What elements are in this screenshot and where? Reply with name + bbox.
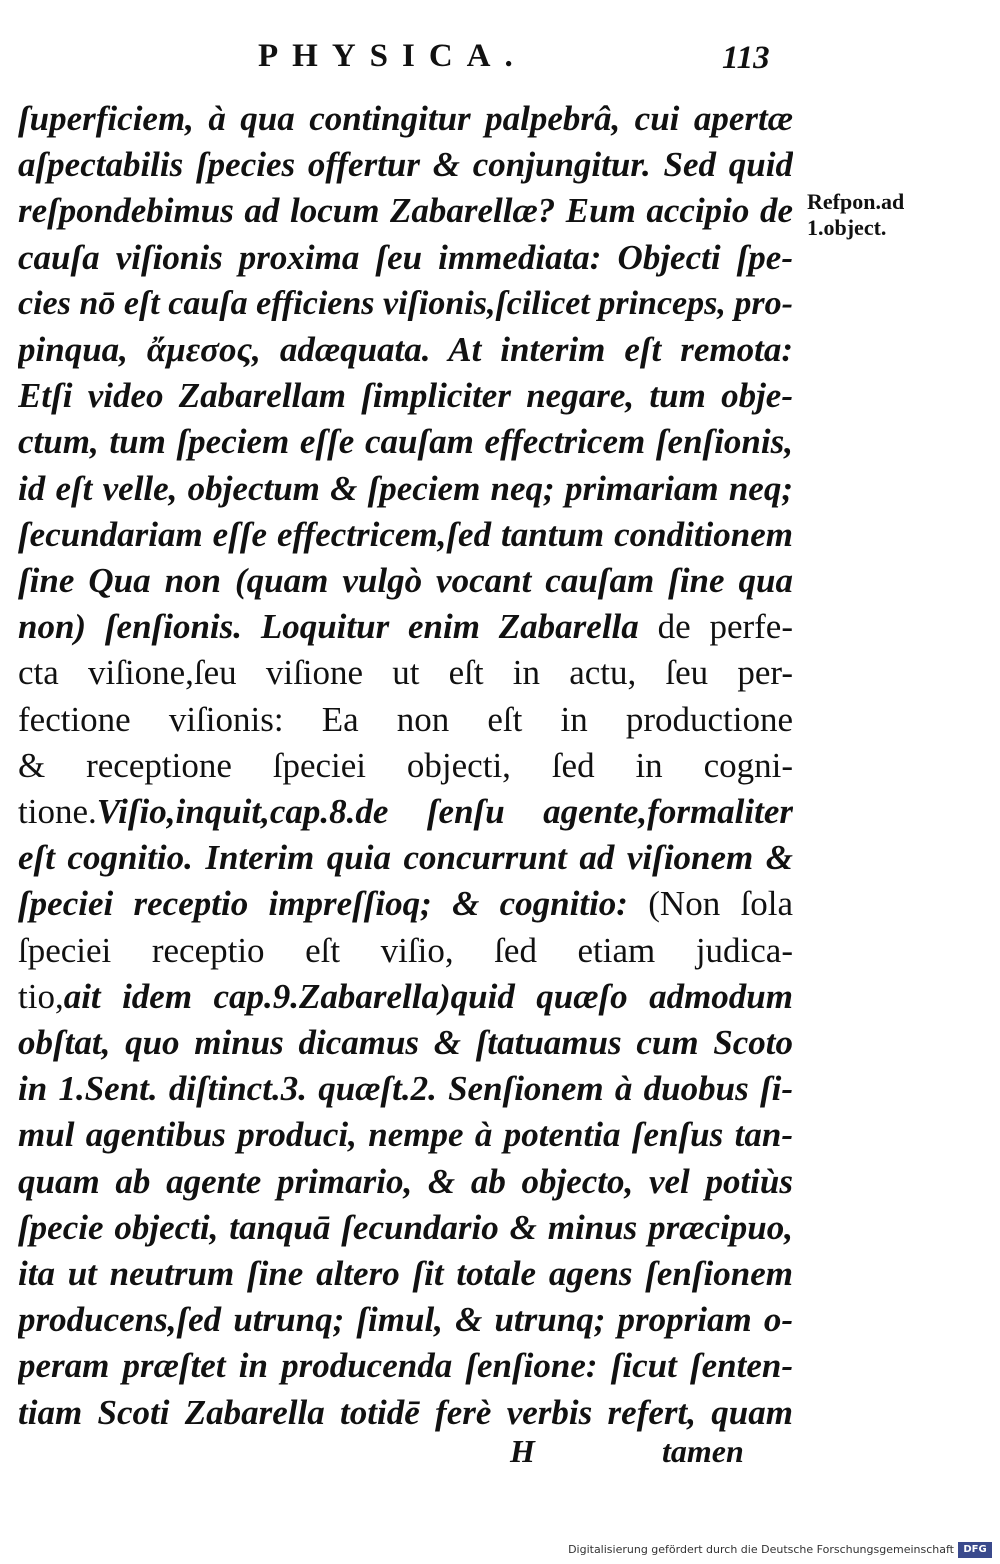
marginal-note-line: Refpon.ad — [807, 189, 905, 214]
text-line: obſtat, quo minus dicamus & ſtatuamus cum Scoto — [18, 1023, 793, 1062]
page-number: 113 — [722, 40, 770, 76]
text-line: peram præſtet in producenda ſenſione: ſicut ſenten- — [18, 1346, 793, 1386]
roman-run: (Non ſola — [648, 884, 793, 924]
roman-run: tione. — [18, 792, 97, 831]
text-line: reſpondebimus ad locum Zabarellæ? Eum accipio de — [18, 191, 793, 231]
digitization-credit: Digitalisierung gefördert durch die Deutsche Forschungsgemeinschaft — [568, 1543, 954, 1556]
italic-run: Viſio,inquit,cap.8.de ſenſu agente,formaliter — [96, 792, 793, 831]
marginal-note — [807, 189, 987, 241]
dfg-logo: DFG — [958, 1542, 992, 1558]
text-line: mul agentibus produci, nempe à potentia ſenſus tan- — [18, 1115, 793, 1155]
text-line: ctum, tum ſpeciem eſſe cauſam effectricem ſenſionis, — [18, 422, 793, 462]
text-line: in 1.Sent. diſtinct.3. quæſt.2. Senſionem à duobus ſi- — [18, 1069, 793, 1109]
text-line: eſt cognitio. Interim quia concurrunt ad viſionem & — [18, 838, 793, 878]
text-line: aſpectabilis ſpecies offertur & conjungitur. Sed quid — [18, 145, 793, 185]
text-line — [18, 971, 793, 1023]
italic-run: ait idem cap.9.Zabarella)quid quæſo admodum — [63, 976, 793, 1016]
running-head-title: PHYSICA. — [258, 38, 527, 74]
italic-run: non) ſenſionis. Loquitur enim Zabarella — [18, 607, 658, 647]
italic-run: ſpeciei receptio impreſſioq; & cognitio: — [18, 884, 649, 924]
text-line: pinqua, ἄμεσος, adæquata. At interim eſt remota: — [18, 330, 793, 369]
signature-mark: H — [510, 1433, 535, 1469]
text-line: quam ab agente primario, & ab objecto, vel potiùs — [18, 1161, 793, 1201]
text-line: cauſa viſionis proxima ſeu immediata: Objecti ſpe- — [18, 237, 793, 277]
text-line — [18, 601, 793, 653]
text-line: Etſi video Zabarellam ſimpliciter negare, tum obje- — [18, 376, 793, 416]
text-line: ita ut neutrum ſine altero ſit totale agens ſenſionem — [18, 1254, 793, 1293]
text-line — [18, 878, 793, 930]
catchword-row — [0, 1433, 1000, 1477]
text-line: ſecundariam eſſe effectricem,ſed tantum conditionem — [18, 514, 793, 554]
roman-run: de perfe- — [657, 607, 793, 647]
catchword: tamen — [662, 1433, 744, 1469]
text-line: id eſt velle, objectum & ſpeciem neq; primariam neq; — [18, 468, 793, 508]
text-line: fectione viſionis: Ea non eſt in productione — [18, 699, 793, 739]
text-line: cies nō eſt cauſa efficiens viſionis,ſcilicet princeps, pro- — [18, 284, 793, 322]
marginal-note-line: 1.object. — [807, 215, 887, 240]
running-head — [0, 38, 1000, 78]
text-line: ſine Qua non (quam vulgò vocant cauſam ſine qua — [18, 561, 793, 600]
text-line: tiam Scoti Zabarella totidē ferè verbis refert, quam — [18, 1392, 793, 1432]
text-line: & receptione ſpeciei objecti, ſed in cogni- — [18, 745, 793, 785]
text-line: cta viſione,ſeu viſione ut eſt in actu, ſeu per- — [18, 653, 793, 693]
text-line: producens,ſed utrunq; ſimul, & utrunq; propriam o- — [18, 1300, 793, 1340]
text-line — [18, 786, 793, 838]
text-line: ſpecie objecti, tanquā ſecundario & minus præcipuo, — [18, 1207, 793, 1247]
roman-run: tio, — [18, 976, 64, 1016]
text-line: ſpeciei receptio eſt viſio, ſed etiam judica- — [18, 930, 793, 970]
text-line: ſuperficiem, à qua contingitur palpebrâ, cui apertæ — [18, 99, 793, 138]
